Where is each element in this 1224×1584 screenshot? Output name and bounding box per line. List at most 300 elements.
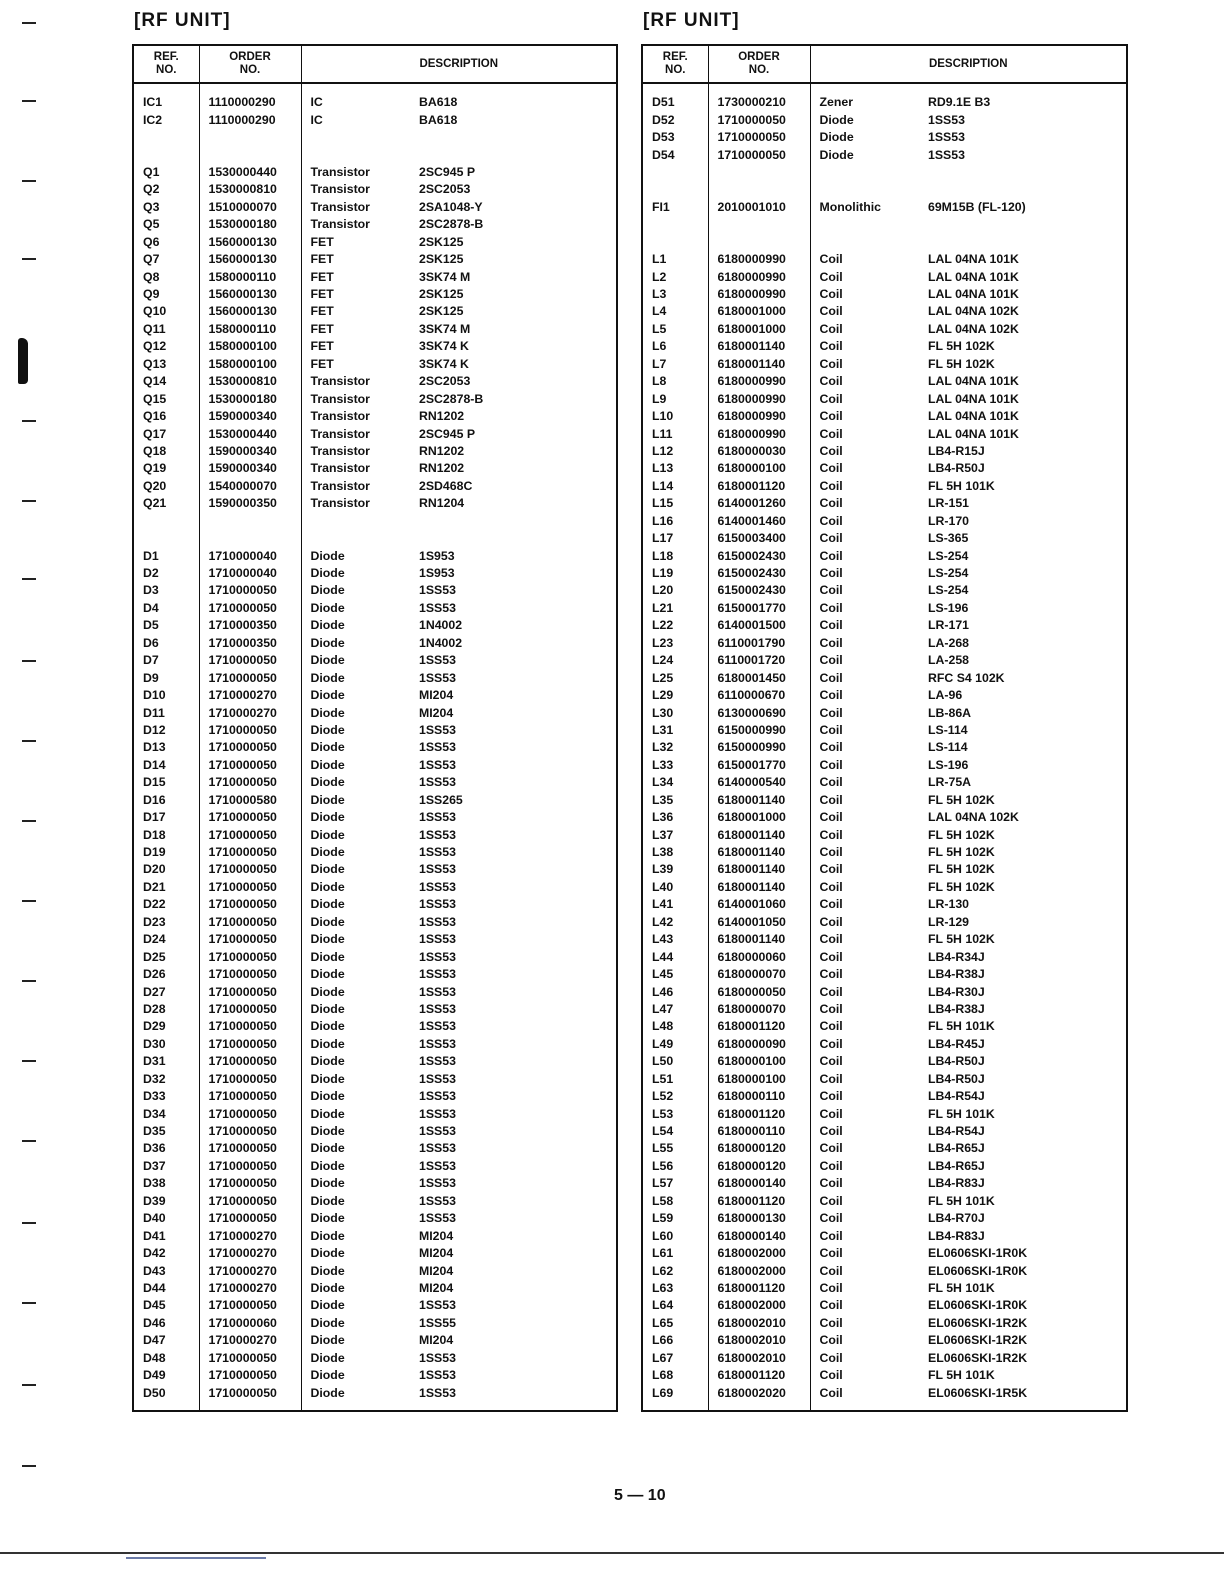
type-cell: Coil (819, 827, 843, 842)
ref-no-cell: L61 (642, 1245, 708, 1262)
type-cell: FET (310, 269, 334, 284)
part-cell: 2SC945 P (419, 426, 476, 441)
ref-no-cell: L63 (642, 1280, 708, 1297)
ref-no-cell: L36 (642, 809, 708, 826)
order-no-cell: 1710000050 (199, 757, 301, 774)
ref-no-cell: L49 (642, 1036, 708, 1053)
table-row (133, 1332, 617, 1349)
order-no-cell: 6110001720 (708, 652, 810, 669)
type-cell: Diode (310, 1001, 345, 1016)
table-row (642, 286, 1127, 303)
margin-mark (22, 1222, 36, 1224)
table-row (642, 94, 1127, 111)
table-row (642, 1175, 1127, 1192)
order-no-cell: 1580000110 (199, 321, 301, 338)
left-table-body (133, 83, 617, 1411)
ref-no-cell: D40 (133, 1210, 199, 1227)
part-cell: 1SS53 (419, 583, 456, 598)
ref-no-cell: D22 (133, 896, 199, 913)
ref-no-cell: D30 (133, 1036, 199, 1053)
order-no-cell: 6180000990 (708, 390, 810, 407)
margin-mark (22, 22, 36, 24)
table-row (642, 617, 1127, 634)
table-row (133, 948, 617, 965)
ref-no-cell: Q18 (133, 443, 199, 460)
ref-no-cell (642, 216, 708, 233)
table-row (133, 739, 617, 756)
part-cell: 1SS53 (419, 1350, 456, 1365)
order-no-cell: 1710000050 (708, 129, 810, 146)
ref-no-cell: L30 (642, 704, 708, 721)
order-no-cell: 1710000050 (199, 774, 301, 791)
order-no-cell: 1590000340 (199, 408, 301, 425)
order-no-cell: 6180001120 (708, 1018, 810, 1035)
ref-no-cell: L22 (642, 617, 708, 634)
type-cell: Transistor (310, 164, 370, 179)
part-cell: LB4-R70J (928, 1211, 985, 1226)
table-row (133, 966, 617, 983)
type-cell: Coil (819, 722, 843, 737)
order-no-cell: 6140001500 (708, 617, 810, 634)
type-cell: Diode (310, 583, 345, 598)
bottom-tab-mark (126, 1557, 266, 1559)
ref-no-cell: D14 (133, 757, 199, 774)
ref-no-cell: Q8 (133, 268, 199, 285)
table-row (133, 338, 617, 355)
ref-no-cell: L41 (642, 896, 708, 913)
order-no-cell: 6150002430 (708, 547, 810, 564)
ref-no-cell: Q20 (133, 478, 199, 495)
part-cell: FL 5H 101K (928, 1106, 995, 1121)
type-cell: FET (310, 234, 334, 249)
margin-mark (22, 1465, 36, 1467)
order-no-cell: 6180001120 (708, 1367, 810, 1384)
order-no-cell: 6180001000 (708, 303, 810, 320)
ref-no-cell: Q15 (133, 390, 199, 407)
part-cell: EL0606SKI-1R2K (928, 1350, 1028, 1365)
order-no-cell: 6180002010 (708, 1350, 810, 1367)
type-cell: Coil (819, 1158, 843, 1173)
part-cell: 1SS53 (419, 1054, 456, 1069)
type-cell: Coil (819, 426, 843, 441)
order-no-cell: 1710000050 (199, 1088, 301, 1105)
order-no-cell: 6180001140 (708, 879, 810, 896)
order-no-cell: 6180000110 (708, 1088, 810, 1105)
ref-no-cell (642, 181, 708, 198)
ref-no-cell: L42 (642, 914, 708, 931)
table-row (642, 1297, 1127, 1314)
ref-no-cell: D48 (133, 1350, 199, 1367)
ref-no-cell: L15 (642, 495, 708, 512)
ref-no-cell: D32 (133, 1071, 199, 1088)
order-no-cell: 1710000270 (199, 1280, 301, 1297)
part-cell: MI204 (419, 1280, 454, 1295)
table-row (642, 338, 1127, 355)
ref-no-cell: IC2 (133, 111, 199, 128)
table-row (642, 181, 1127, 198)
ref-no-cell: Q5 (133, 216, 199, 233)
ref-no-cell: Q9 (133, 286, 199, 303)
order-no-cell: 6180000120 (708, 1158, 810, 1175)
table-row (642, 652, 1127, 669)
table-row (642, 757, 1127, 774)
part-cell (419, 513, 617, 530)
part-cell: 1SS53 (419, 949, 456, 964)
order-no-cell: 6180000030 (708, 443, 810, 460)
type-cell: Coil (819, 1263, 843, 1278)
order-no-cell: 1710000050 (199, 1297, 301, 1314)
order-no-cell: 6180000100 (708, 1053, 810, 1070)
order-no-cell: 1710000050 (199, 1123, 301, 1140)
binding-mark (18, 338, 28, 384)
table-row (133, 390, 617, 407)
part-cell: LAL 04NA 101K (928, 426, 1019, 441)
part-cell: LR-75A (928, 775, 972, 790)
order-no-cell: 6140001060 (708, 896, 810, 913)
part-cell: FL 5H 101K (928, 478, 995, 493)
margin-mark (22, 420, 36, 422)
ref-no-cell: D35 (133, 1123, 199, 1140)
part-cell: LB4-R45J (928, 1036, 985, 1051)
part-cell: BA618 (419, 112, 458, 127)
order-no-cell: 1710000050 (199, 809, 301, 826)
table-row (642, 146, 1127, 163)
order-no-cell: 6150002430 (708, 582, 810, 599)
ref-no-cell: L1 (642, 251, 708, 268)
table-row (133, 1175, 617, 1192)
order-no-cell: 1560000130 (199, 251, 301, 268)
order-no-cell: 1540000070 (199, 478, 301, 495)
type-cell: Coil (819, 775, 843, 790)
table-row (133, 617, 617, 634)
type-cell: Coil (819, 1089, 843, 1104)
ref-no-cell: L24 (642, 652, 708, 669)
type-cell: Coil (819, 688, 843, 703)
order-no-cell: 6180001140 (708, 826, 810, 843)
type-cell: Coil (819, 1368, 843, 1383)
ref-no-cell: Q2 (133, 181, 199, 198)
part-cell: LB4-R38J (928, 967, 985, 982)
part-cell: 1SS53 (419, 1176, 456, 1191)
ref-no-cell: L23 (642, 635, 708, 652)
order-no-cell: 1710000050 (199, 1001, 301, 1018)
part-cell (419, 530, 617, 547)
type-cell: Zener (819, 95, 853, 110)
part-cell: 1SS53 (419, 845, 456, 860)
order-no-cell: 6180002020 (708, 1384, 810, 1401)
type-cell: Diode (310, 618, 345, 633)
table-row (642, 1018, 1127, 1035)
table-row (133, 1071, 617, 1088)
order-no-cell: 1710000050 (199, 1175, 301, 1192)
table-row (133, 495, 617, 512)
ref-no-cell: D9 (133, 669, 199, 686)
left-parts-table (132, 44, 618, 1412)
table-row (642, 635, 1127, 652)
order-no-cell: 1560000130 (199, 234, 301, 251)
table-row (133, 687, 617, 704)
ref-no-cell: L46 (642, 983, 708, 1000)
order-no-cell: 6180001120 (708, 478, 810, 495)
order-no-cell: 1710000270 (199, 687, 301, 704)
part-cell: 2SC945 P (419, 164, 476, 179)
type-cell: Diode (310, 670, 345, 685)
type-cell: Diode (310, 897, 345, 912)
ref-no-cell: D52 (642, 111, 708, 128)
order-no-cell: 6180000990 (708, 251, 810, 268)
ref-no-cell: D6 (133, 635, 199, 652)
order-no-cell: 6180001140 (708, 338, 810, 355)
part-cell: LB4-R83J (928, 1228, 985, 1243)
part-cell: 1SS53 (419, 1019, 456, 1034)
ref-no-cell: D28 (133, 1001, 199, 1018)
part-cell: 1SS53 (419, 1071, 456, 1086)
table-row (133, 425, 617, 442)
table-row (642, 687, 1127, 704)
order-no-cell: 6180001120 (708, 1105, 810, 1122)
type-cell (810, 164, 928, 181)
ref-no-cell: L13 (642, 460, 708, 477)
type-cell: Coil (819, 1228, 843, 1243)
part-cell: 1SS53 (419, 879, 456, 894)
part-cell: 1SS53 (419, 757, 456, 772)
ref-no-cell: D5 (133, 617, 199, 634)
order-no-cell: 6180001140 (708, 931, 810, 948)
type-cell: Diode (310, 845, 345, 860)
table-header-row (642, 45, 1127, 83)
order-no-cell: 6180002000 (708, 1262, 810, 1279)
type-cell: Coil (819, 1333, 843, 1348)
type-cell: Coil (819, 252, 843, 267)
ref-no-cell: D4 (133, 600, 199, 617)
type-cell: Diode (310, 932, 345, 947)
order-no-cell: 6130000690 (708, 704, 810, 721)
type-cell (810, 181, 928, 198)
part-cell: 2SC2053 (419, 374, 471, 389)
table-row (642, 1210, 1127, 1227)
order-no-cell: 1530000810 (199, 181, 301, 198)
type-cell: Coil (819, 374, 843, 389)
type-cell: IC (310, 95, 323, 110)
table-row (642, 1105, 1127, 1122)
ref-no-cell (133, 129, 199, 146)
part-cell: 1SS53 (928, 112, 965, 127)
description-header-text: DESCRIPTION (419, 57, 499, 70)
table-row (133, 530, 617, 547)
ref-no-cell: L11 (642, 425, 708, 442)
order-no-cell: 1710000050 (199, 1210, 301, 1227)
order-no-cell: 1710000050 (199, 879, 301, 896)
part-cell: 1SS53 (419, 775, 456, 790)
order-no-cell: 6180002000 (708, 1297, 810, 1314)
ref-no-cell: D11 (133, 704, 199, 721)
right-section-title: [RF UNIT] (643, 10, 740, 31)
part-cell: RN1202 (419, 409, 465, 424)
order-no-cell: 1710000050 (199, 948, 301, 965)
table-row (133, 1193, 617, 1210)
ref-no-cell: L10 (642, 408, 708, 425)
part-cell: FL 5H 102K (928, 879, 995, 894)
ref-no-header (642, 45, 708, 83)
margin-mark (22, 578, 36, 580)
table-row (133, 582, 617, 599)
table-row (642, 1315, 1127, 1332)
ref-no-cell: L39 (642, 861, 708, 878)
order-no-cell: 1710000050 (199, 826, 301, 843)
type-cell: Coil (819, 670, 843, 685)
table-row (642, 704, 1127, 721)
part-cell: 1SS53 (419, 670, 456, 685)
part-cell: RD9.1E B3 (928, 95, 991, 110)
table-row (642, 1262, 1127, 1279)
ref-no-cell: Q10 (133, 303, 199, 320)
table-row (642, 1332, 1127, 1349)
table-row (642, 565, 1127, 582)
order-no-cell: 6140001260 (708, 495, 810, 512)
part-cell: LB4-R15J (928, 443, 985, 458)
order-no-cell: 1590000340 (199, 443, 301, 460)
type-cell: Coil (819, 984, 843, 999)
table-row (133, 286, 617, 303)
table-row (133, 879, 617, 896)
order-no-cell: 1530000810 (199, 373, 301, 390)
table-row (133, 513, 617, 530)
margin-mark (22, 740, 36, 742)
margin-mark (22, 820, 36, 822)
type-cell: Coil (819, 287, 843, 302)
part-cell: 2SC2878-B (419, 391, 484, 406)
ref-no-cell: L4 (642, 303, 708, 320)
order-no-cell (708, 164, 810, 181)
part-cell: LB4-R30J (928, 984, 985, 999)
part-cell: 1SS53 (419, 827, 456, 842)
right-parts-table (641, 44, 1128, 1412)
ref-no-cell: Q12 (133, 338, 199, 355)
type-cell: Diode (310, 827, 345, 842)
type-cell: Diode (310, 1158, 345, 1173)
type-cell: Coil (819, 409, 843, 424)
order-no-cell: 1530000440 (199, 164, 301, 181)
ref-no-cell (642, 164, 708, 181)
table-row (642, 1158, 1127, 1175)
order-no-cell: 6180000100 (708, 1071, 810, 1088)
table-row (133, 1210, 617, 1227)
ref-no-cell: L67 (642, 1350, 708, 1367)
order-no-header (199, 45, 301, 83)
table-row (642, 722, 1127, 739)
ref-no-cell: L65 (642, 1315, 708, 1332)
margin-mark (22, 500, 36, 502)
part-cell: FL 5H 102K (928, 827, 995, 842)
order-no-cell: 6180000990 (708, 425, 810, 442)
ref-no-cell: D17 (133, 809, 199, 826)
order-no-cell: 6180002000 (708, 1245, 810, 1262)
type-cell: Diode (310, 1124, 345, 1139)
type-cell: Coil (819, 967, 843, 982)
table-row (133, 164, 617, 181)
order-no-cell: 1710000050 (199, 600, 301, 617)
order-no-cell: 1710000350 (199, 617, 301, 634)
table-row (642, 914, 1127, 931)
table-row (133, 931, 617, 948)
table-row (133, 251, 617, 268)
table-row (133, 460, 617, 477)
order-no-cell: 6110001790 (708, 635, 810, 652)
table-row (133, 1053, 617, 1070)
table-row (642, 1053, 1127, 1070)
ref-no-cell: D36 (133, 1140, 199, 1157)
type-cell (301, 530, 419, 547)
table-row (133, 635, 617, 652)
ref-no-cell: L55 (642, 1140, 708, 1157)
type-cell: Coil (819, 932, 843, 947)
order-no-cell: 6140001460 (708, 513, 810, 530)
margin-mark (22, 900, 36, 902)
order-no-cell: 6180000070 (708, 1001, 810, 1018)
ref-no-cell: D26 (133, 966, 199, 983)
order-no-cell: 1530000440 (199, 425, 301, 442)
type-cell: Transistor (310, 199, 370, 214)
order-no-cell: 1710000050 (199, 844, 301, 861)
table-row (642, 513, 1127, 530)
table-row (642, 792, 1127, 809)
type-cell: Coil (819, 705, 843, 720)
order-no-cell: 1590000340 (199, 460, 301, 477)
ref-no-cell: L50 (642, 1053, 708, 1070)
ref-no-cell: D44 (133, 1280, 199, 1297)
ref-no-cell: L54 (642, 1123, 708, 1140)
margin-mark (22, 1302, 36, 1304)
part-cell: FL 5H 101K (928, 1193, 995, 1208)
part-cell: 1SS53 (419, 810, 456, 825)
order-no-cell: 1710000040 (199, 565, 301, 582)
part-cell: LS-114 (928, 722, 968, 737)
order-no-cell: 6180000990 (708, 268, 810, 285)
ref-no-cell: L20 (642, 582, 708, 599)
part-cell: 1SS53 (419, 1298, 456, 1313)
type-cell: Transistor (310, 374, 370, 389)
order-no-cell: 6180000140 (708, 1227, 810, 1244)
type-cell: Diode (819, 112, 854, 127)
table-row (133, 111, 617, 128)
part-cell: BA618 (419, 95, 458, 110)
ref-no-header-text: REF. NO. (153, 51, 179, 76)
order-no-cell: 6180002010 (708, 1315, 810, 1332)
ref-no-cell: L32 (642, 739, 708, 756)
table-row (133, 774, 617, 791)
table-row (642, 1193, 1127, 1210)
type-cell: Coil (819, 1141, 843, 1156)
margin-mark (22, 258, 36, 260)
table-row (642, 303, 1127, 320)
part-cell: 1SS53 (419, 1141, 456, 1156)
ref-no-cell: D12 (133, 722, 199, 739)
part-cell: 1SS53 (419, 914, 456, 929)
table-row (642, 1384, 1127, 1401)
type-cell: Diode (310, 653, 345, 668)
type-cell: Diode (310, 600, 345, 615)
order-no-cell: 6180001120 (708, 1280, 810, 1297)
ref-no-cell: Q21 (133, 495, 199, 512)
type-cell: Transistor (310, 409, 370, 424)
order-no-cell: 1710000060 (199, 1315, 301, 1332)
order-no-cell: 1710000270 (199, 1245, 301, 1262)
table-row (133, 1280, 617, 1297)
ref-no-cell: D15 (133, 774, 199, 791)
order-no-cell: 1710000270 (199, 1262, 301, 1279)
type-cell: Coil (819, 1193, 843, 1208)
order-no-cell: 1710000050 (199, 1350, 301, 1367)
